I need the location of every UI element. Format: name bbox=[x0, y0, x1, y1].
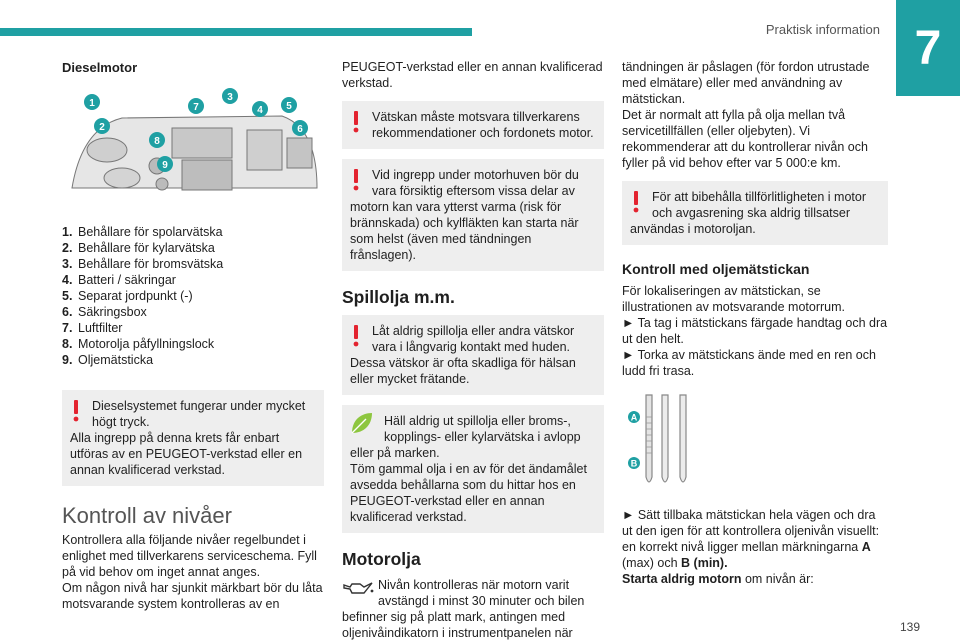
legend-item: 8. Motorolja påfyllningslock bbox=[62, 337, 215, 351]
warning-text: Låt aldrig spillolja eller andra vätskor vara i långvarig kontakt med huden. bbox=[372, 324, 575, 354]
warning-text-continued: Dessa vätskor är ofta skadliga för hälsan eller mycket frätande. bbox=[350, 356, 576, 386]
engine-label: 5 bbox=[286, 101, 292, 112]
page-number: 139 bbox=[899, 620, 920, 634]
warning-box bbox=[342, 101, 604, 149]
engine-label: 6 bbox=[297, 124, 303, 135]
dipstick-label-a: A bbox=[630, 412, 638, 423]
legend-item: 1. Behållare för spolarvätska bbox=[62, 225, 223, 239]
warning-exclamation-icon bbox=[352, 111, 360, 133]
warning-text: Dieselsystemet fungerar under mycket högt tryck. bbox=[92, 399, 306, 429]
dipstick-label-b: B bbox=[630, 458, 638, 469]
section-title: Kontroll av nivåer bbox=[62, 503, 232, 528]
warning-text: Vid ingrepp under motorhuven bör du vara försiktig eftersom vissa delar av bbox=[372, 168, 579, 198]
oil-can-icon bbox=[342, 579, 374, 597]
warning-text: Vätskan måste motsvara tillverkarens rekommendationer och fordonets motor. bbox=[372, 110, 594, 140]
warning-box bbox=[342, 315, 604, 395]
legend-item: 3. Behållare för bromsvätska bbox=[62, 257, 224, 271]
chapter-title: Praktisk information bbox=[765, 22, 880, 37]
engine-label: 7 bbox=[193, 102, 199, 113]
warning-exclamation-icon bbox=[352, 325, 360, 347]
final-paragraph: ► Sätt tillbaka mätstickan hela vägen och dra ut den igen för att kontrollera oljenivån visuellt: en korrekt nivå ligger mellan märkningarna A (max) och B (min). Starta aldrig motorn om nivån är: bbox=[622, 508, 880, 586]
legend-item: 5. Separat jordpunkt (-) bbox=[62, 289, 193, 303]
oil-text-continued: befinner sig på platt mark, antingen med oljenivåindikatorn i instrumentpanelen när bbox=[342, 610, 573, 640]
warning-text-continued: användas i motoroljan. bbox=[630, 222, 756, 236]
section-title: Motorolja bbox=[342, 549, 421, 569]
header-accent-bar bbox=[0, 28, 472, 36]
engine-label: 9 bbox=[162, 160, 168, 171]
eco-leaf-icon bbox=[348, 411, 374, 437]
engine-label: 2 bbox=[99, 122, 105, 133]
environment-text: Häll aldrig ut spillolja eller broms-, kopplings- eller kylarvätska i avlopp bbox=[384, 414, 581, 444]
warning-exclamation-icon bbox=[72, 400, 80, 422]
warning-box bbox=[622, 181, 888, 245]
body-text: För lokaliseringen av mätstickan, se illustrationen av motsvarande motorrum. ► Ta tag i mätstickans färgade handtag och dra ut den helt. ► Torka av mätstickans ände med en ren och ludd fri trasa. bbox=[622, 284, 888, 378]
section-title: Spillolja m.m. bbox=[342, 287, 455, 307]
section-title: Kontroll med oljemätstickan bbox=[622, 261, 810, 277]
environment-text-continued: eller på marken. Töm gammal olja i en av för det ändamålet avsedda behållarna som du hittar hos en PEUGEOT-verkstad eller en annan kvalificerad verkstad. bbox=[350, 446, 587, 524]
legend-item: 2. Behållare för kylarvätska bbox=[62, 241, 215, 255]
engine-label: 4 bbox=[257, 105, 263, 116]
warning-text-continued: motorn kan vara ytterst varma (risk för brännskada) och kylfläkten kan starta när som helst (även med tändningen frånslagen). bbox=[350, 200, 579, 262]
chapter-number: 7 bbox=[896, 0, 960, 96]
body-text: PEUGEOT-verkstad eller en annan kvalificerad verkstad. bbox=[342, 60, 603, 90]
warning-box bbox=[62, 390, 324, 486]
engine-legend bbox=[62, 224, 324, 368]
column-2 bbox=[342, 59, 604, 641]
warning-exclamation-icon bbox=[352, 169, 360, 191]
diesel-heading: Dieselmotor bbox=[62, 60, 138, 75]
legend-item: 7. Luftfilter bbox=[62, 321, 123, 335]
dipstick-illustration bbox=[624, 393, 704, 491]
engine-label: 8 bbox=[154, 136, 160, 147]
environment-box bbox=[342, 405, 604, 533]
legend-item: 4. Batteri / säkringar bbox=[62, 273, 176, 287]
warning-text: För att bibehålla tillförlitligheten i motor och avgasrening ska aldrig tillsatser bbox=[652, 190, 866, 220]
legend-item: 6. Säkringsbox bbox=[62, 305, 147, 319]
oil-level-paragraph bbox=[342, 577, 604, 641]
engine-label: 3 bbox=[227, 92, 233, 103]
warning-exclamation-icon bbox=[632, 191, 640, 213]
engine-label: 1 bbox=[89, 98, 95, 109]
body-text: Kontrollera alla följande nivåer regelbundet i enlighet med tillverkarens serviceschema. Fyll på vid behov om inget annat anges. Om någon nivå har sjunkit märkbart bör du låta motsvarande system kontrolleras av en bbox=[62, 533, 323, 611]
oil-text: Nivån kontrolleras när motorn varit avstängd i minst 30 minuter och bilen bbox=[378, 578, 585, 608]
engine-bay-illustration bbox=[62, 88, 324, 202]
body-text: tändningen är påslagen (för fordon utrustade med elmätare) eller med användning av mätstickan. Det är normalt att fylla på olja mellan två servicetillfällen (eller oljebyten). Vi rekommenderar att du kontrollerar nivån och fyller på vid behov efter var 5 000:e km. bbox=[622, 60, 870, 170]
column-3 bbox=[622, 59, 888, 587]
warning-box bbox=[342, 159, 604, 271]
column-1 bbox=[62, 56, 324, 612]
legend-item: 9. Oljemätsticka bbox=[62, 353, 154, 367]
warning-text-continued: Alla ingrepp på denna krets får enbart utföras av en PEUGEOT-verkstad eller en annan kvalificerad verkstad. bbox=[70, 431, 303, 477]
